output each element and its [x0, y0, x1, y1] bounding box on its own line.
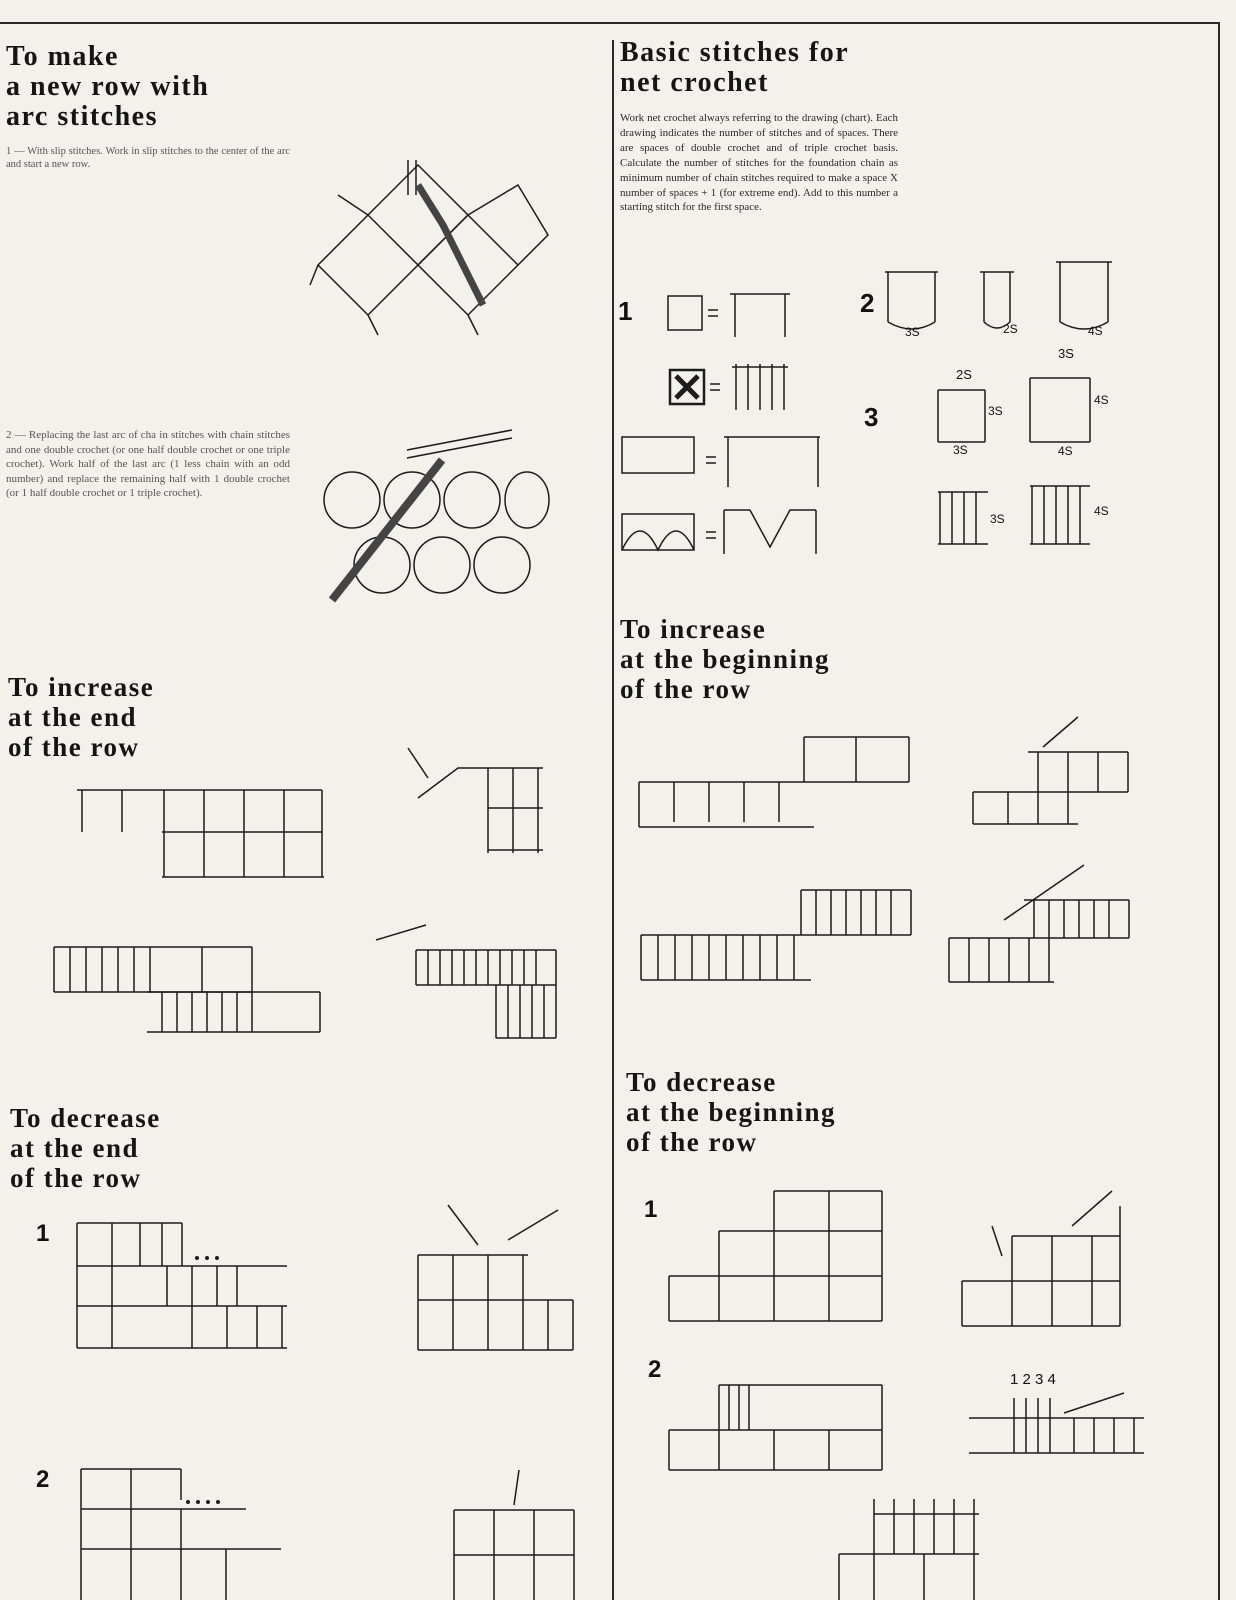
space-label-b: 2S [1003, 322, 1018, 336]
arc-step2-text: 2 — Replacing the last arc of cha in stitches with chain stitches and one double crochet (or one half double crochet or one triple crochet). Work half of the last arc (1 less chain with an odd number) and replace the remaining half with 1 double crochet (or 1 half double crochet or 1 triple crochet). [6, 429, 290, 499]
basic-spaces-row-3 [930, 362, 1120, 552]
decrease-begin-swatch-2 [964, 1388, 1150, 1468]
increase-begin-chart-2 [636, 885, 916, 985]
decrease-end-chart-2 [76, 1464, 286, 1600]
decrease-begin-title: To decrease at the beginning of the row [626, 1067, 837, 1157]
decrease-end-title: To decrease at the end of the row [10, 1103, 161, 1193]
column-divider [612, 40, 614, 1600]
space-label-c: 4S [1088, 324, 1103, 338]
space-label-a: 3S [905, 325, 920, 339]
increase-begin-swatch-2 [944, 860, 1134, 988]
space-label-g: 3S [1058, 346, 1074, 361]
decrease-begin-swatch-1 [952, 1186, 1124, 1336]
increase-end-chart-2 [52, 942, 324, 1037]
decrease-end-label-1: 1 [36, 1220, 50, 1247]
decrease-begin-label-2: 2 [648, 1356, 662, 1383]
decrease-end-swatch-1 [408, 1200, 578, 1358]
space-label-d: 2S [956, 367, 972, 382]
decrease-end-label-2: 2 [36, 1466, 50, 1493]
decrease-end-swatch-2 [444, 1460, 584, 1600]
space-label-f: 3S [953, 443, 968, 457]
increase-end-swatch-2 [366, 910, 558, 1042]
basic-label-3: 3 [864, 402, 879, 432]
decrease-begin-swatch-3 [834, 1494, 984, 1600]
decrease-begin-label-1: 1 [644, 1196, 658, 1223]
arc-step1-text: 1 — With slip stitches. Work in slip stitches to the center of the arc and start a new row. [6, 146, 290, 170]
space-label-k: 4S [1094, 504, 1109, 518]
basic-label-2: 2 [860, 288, 875, 318]
decrease-begin-chart-2 [664, 1380, 886, 1475]
basic-stitches-title: Basic stitches for net crochet [620, 37, 850, 98]
basic-symbol-key [620, 282, 830, 557]
basic-label-1: 1 [618, 296, 633, 326]
decrease-end-chart-1 [72, 1218, 290, 1353]
arc-net-illustration-1 [308, 155, 558, 345]
arc-section-title: To make a new row with arc stitches [6, 41, 210, 132]
increase-end-title: To increase at the end of the row [8, 672, 155, 762]
decrease-begin-chart-1 [664, 1186, 886, 1326]
arc-net-illustration-2 [312, 420, 557, 610]
space-label-e: 3S [988, 404, 1003, 418]
space-label-j: 3S [990, 512, 1005, 526]
basic-stitches-body: Work net crochet always referring to the drawing (chart). Each drawing indicates the number of stitches and of spaces. There are spaces of double crochet and of triple crochet basis. Calculate the number of stitches for the foundation chain as minimum number of chain stitches required to make a space X number of spaces + 1 (for extreme end). Add to this number a starting stitch for the first space. [620, 112, 898, 214]
space-label-i: 4S [1058, 444, 1073, 458]
increase-end-swatch-1 [388, 738, 548, 858]
increase-begin-chart-1 [634, 732, 914, 832]
increase-begin-swatch-1 [968, 712, 1133, 830]
increase-end-chart-1 [72, 782, 332, 882]
space-label-h: 4S [1094, 393, 1109, 407]
stitch-count-labels: 1 2 3 4 [1010, 1371, 1056, 1388]
increase-begin-title: To increase at the beginning of the row [620, 614, 831, 704]
